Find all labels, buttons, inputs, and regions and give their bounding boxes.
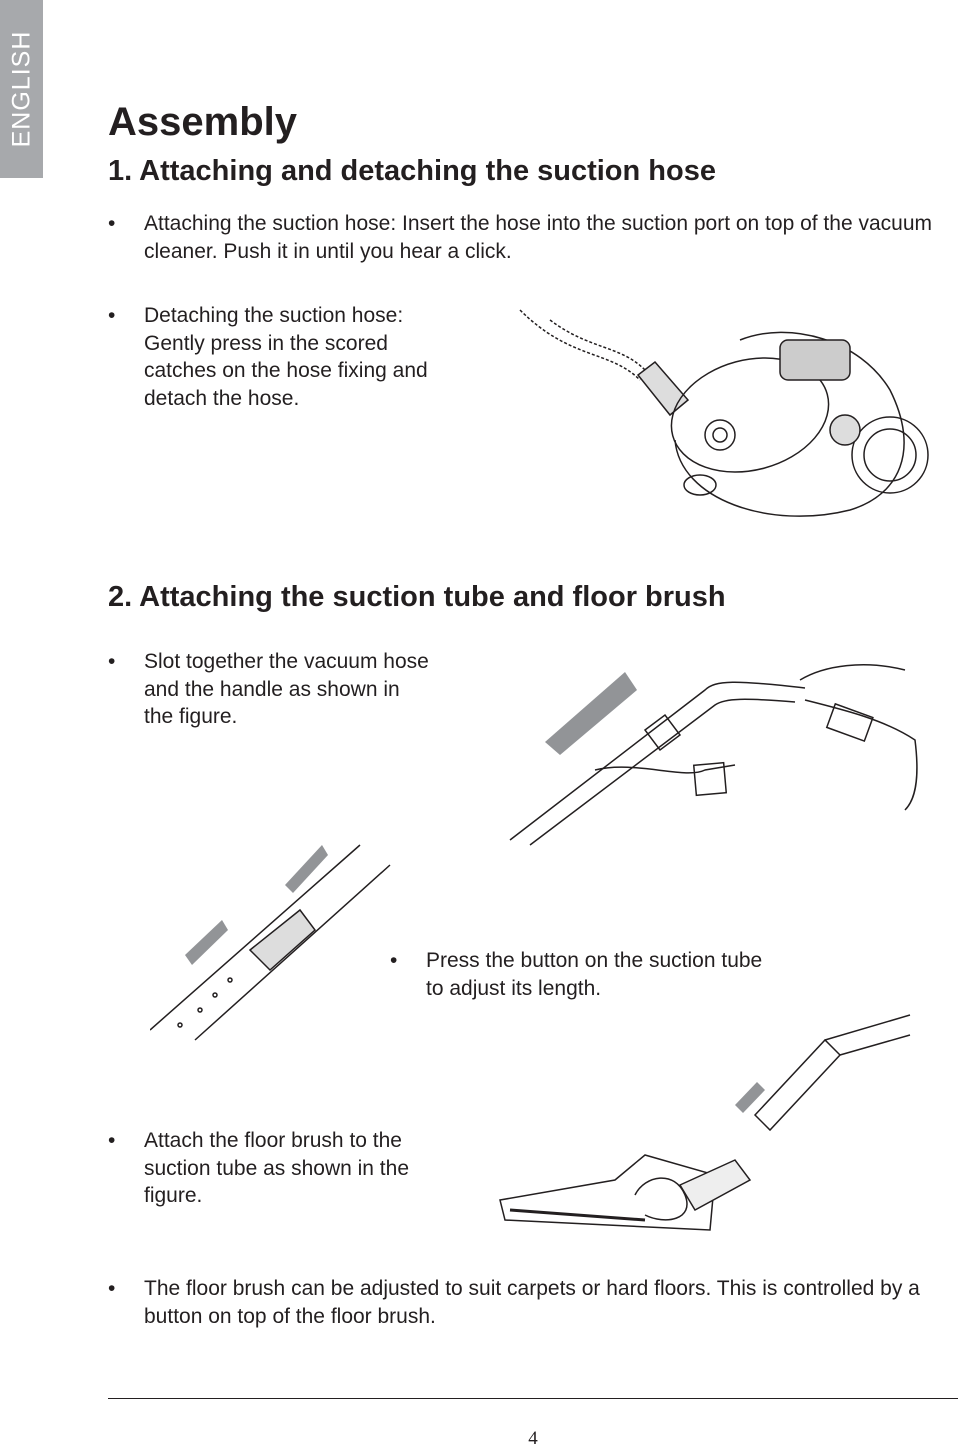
bullet: • Slot together the vacuum hose and the handle as shown in the figure. [108, 648, 434, 731]
bullet: • Attach the floor brush to the suction tube as shown in the figure. [108, 1127, 434, 1210]
language-tab [0, 0, 43, 178]
vacuum-hose-illustration [510, 300, 940, 540]
section-1-heading: 1. Attaching and detaching the suction hose [108, 155, 716, 187]
bullet: • The floor brush can be adjusted to suit carpets or hard floors. This is controlled by a button on top of the floor brush. [108, 1275, 944, 1330]
footer-rule [108, 1398, 958, 1399]
tube-length-illustration [150, 835, 400, 1045]
page-title: Assembly [108, 100, 297, 144]
page-number: 4 [528, 1428, 538, 1449]
bullet: • Press the button on the suction tube to adjust its length. [390, 947, 766, 1002]
section-2-heading: 2. Attaching the suction tube and floor brush [108, 581, 726, 613]
bullet: • Attaching the suction hose: Insert the hose into the suction port on top of the vacuum cleaner. Push it in until you hear a click. [108, 210, 934, 265]
bullet: • Detaching the suction hose: Gently press in the scored catches on the hose fixing and detach the hose. [108, 302, 434, 412]
hose-handle-illustration [505, 660, 925, 850]
floor-brush-illustration [495, 1010, 915, 1250]
language-label: ENGLISH [7, 30, 35, 148]
